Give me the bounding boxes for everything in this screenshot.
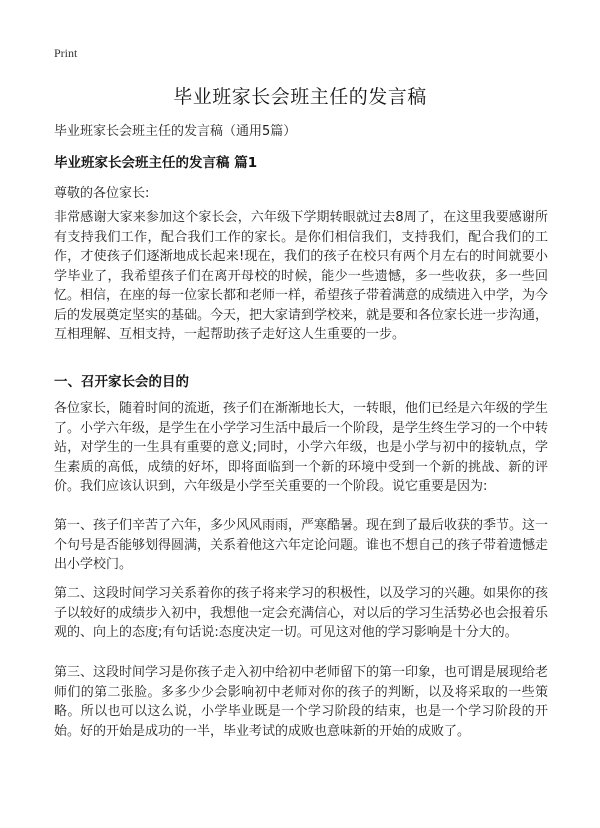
print-label: Print xyxy=(54,46,78,60)
first-point-paragraph: 第一、孩子们辛苦了六年，多少风风雨雨，严寒酷暑。现在到了最后收获的季节。这一个句号是否能够划得圆满，关系着他这六年定论问题。谁也不想自己的孩子带着遗憾走出小学校门。 xyxy=(54,518,549,572)
third-point-paragraph: 第三、这段时间学习是你孩子走入初中给初中老师留下的第一印象，也可谓是展现给老师们的第二张脸。多多少少会影响初中老师对你的孩子的判断，以及将采取的一些策略。所以也可以这么说，小学毕业既是一个学习阶段的结束，也是一个学习阶段的开始。好的开始是成功的一半，毕业考试的成败也意味新的开始的成败了。 xyxy=(54,665,549,739)
greeting-text: 尊敬的各位家长: xyxy=(54,186,150,201)
section1-paragraph: 各位家长，随着时间的流逝，孩子们在渐渐地长大，一转眼，他们已经是六年级的学生了。小学六年级，是学生在小学学习生活中最后一个阶段，是学生终生学习的一个中转站，对学生的一生具有重要的意义;同时，小学六年级，也是小学与初中的接轨点，学生素质的高低，成绩的好坏，即将面临到一个新的环境中受到一个新的挑战、新的评价。我们应该认识到，六年级是小学至关重要的一个阶段。说它重要是因为: xyxy=(54,401,549,494)
second-point-paragraph: 第二、这段时间学习关系着你的孩子将来学习的积极性，以及学习的兴趣。如果你的孩子以较好的成绩步入初中，我想他一定会充满信心，对以后的学习生活势必也会报着乐观的、向上的态度;有句话说:态度决定一切。可见这对他的学习影响是十分大的。 xyxy=(54,586,549,640)
section1-heading: 一、召开家长会的目的 xyxy=(54,374,189,390)
article-heading: 毕业班家长会班主任的发言稿 篇1 xyxy=(54,155,258,171)
document-title: 毕业班家长会班主任的发言稿 xyxy=(173,86,427,108)
intro-paragraph: 非常感谢大家来参加这个家长会，六年级下学期转眼就过去8周了，在这里我要感谢所有支持我们工作，配合我们工作的家长。是你们相信我们，支持我们，配合我们的工作，才使孩子们逐渐地成长起来!现在，我们的孩子在校只有两个月左右的时间就要小学毕业了，我希望孩子们在离开母校的时候，能少一些遗憾，多一些收获，多一些回忆。相信，在座的每一位家长都和老师一样，希望孩子带着满意的成绩进入中学，为今后的发展奠定坚实的基础。今天，把大家请到学校来，就是要和各位家长进一步沟通，互相理解、互相支持，一起帮助孩子走好这人生重要的一步。 xyxy=(54,210,549,342)
document-subtitle: 毕业班家长会班主任的发言稿（通用5篇） xyxy=(54,124,297,139)
